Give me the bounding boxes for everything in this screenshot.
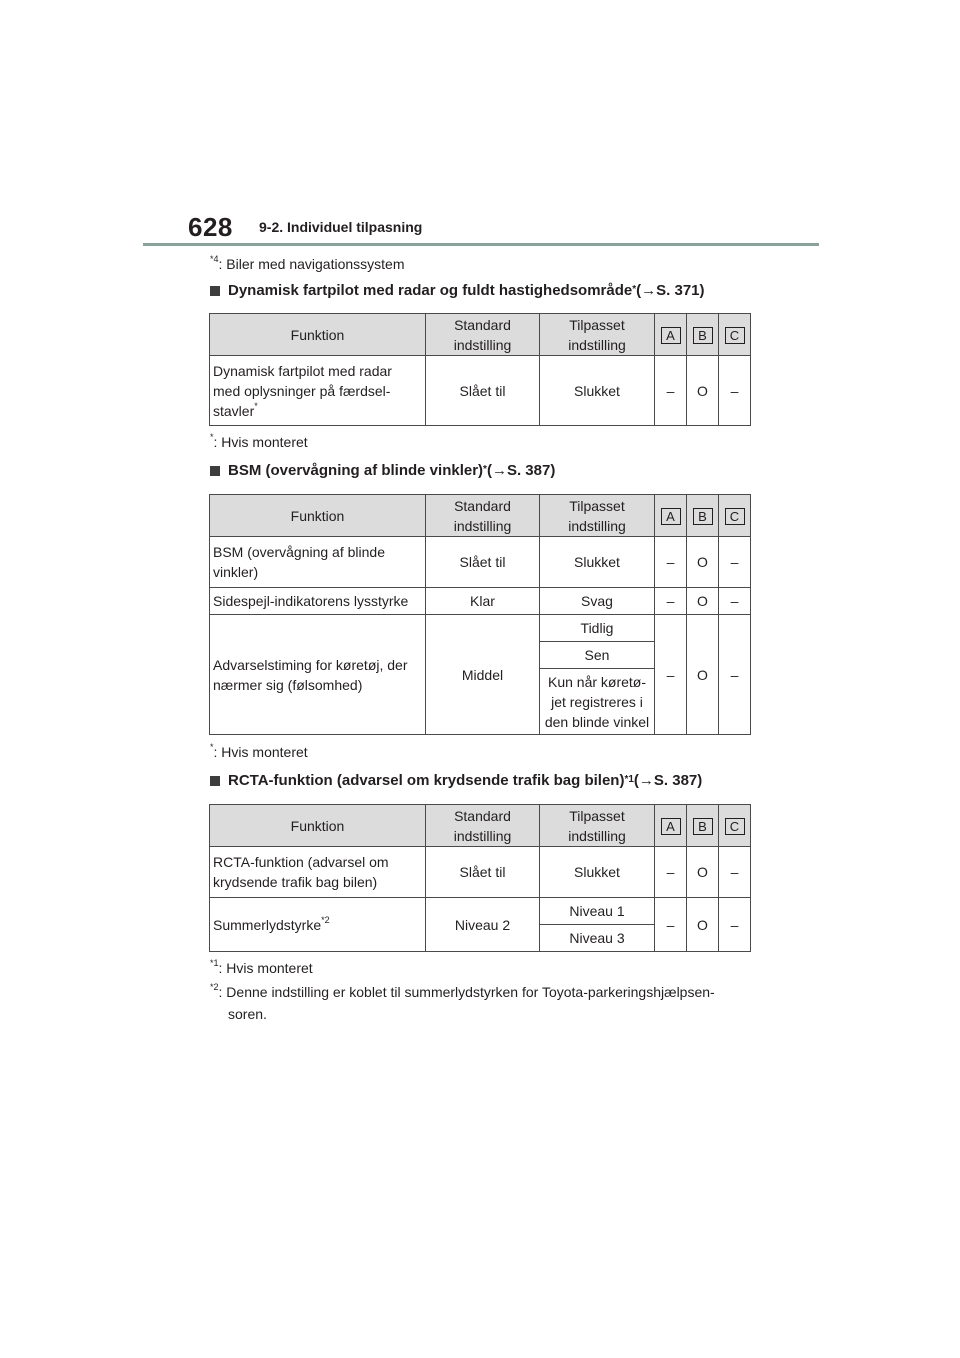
table-row: [210, 615, 751, 642]
col-header-c: [719, 805, 751, 847]
letter-b-box: B: [693, 508, 713, 525]
footnote-text: : Denne indstilling er koblet til summerlydstyrken for Toyota-parkeringshjælpsen-: [218, 984, 715, 1000]
cell-funktion: Advarselstiming for køretøj, der nærmer sig (følsomhed): [210, 615, 426, 735]
section3-footnote-1: [210, 957, 313, 979]
cell-tilpasset: Slukket: [540, 847, 655, 898]
table-row: [210, 537, 751, 588]
letter-c-box: C: [725, 818, 745, 835]
col-header-funktion: Funktion: [210, 314, 426, 356]
cell-funktion: BSM (overvågning af blinde vinkler): [210, 537, 426, 588]
square-bullet-icon: [210, 466, 220, 476]
section2-footnote: [210, 741, 308, 763]
section3-footnote-2: [210, 981, 715, 1025]
section1-title: Dynamisk fartpilot med radar og fuldt hastighedsområde: [228, 282, 633, 299]
footnote-text-continued: soren.: [228, 1006, 267, 1022]
cell-funktion: [210, 356, 426, 426]
section2-heading: BSM (overvågning af blinde vinkler) * (→S. 387): [210, 462, 555, 479]
footnote-text: : Biler med navigationssystem: [218, 256, 405, 272]
cell-tilpasset-option: Tidlig: [540, 615, 655, 642]
section3-heading: RCTA-funktion (advarsel om krydsende trafik bag bilen) $^{*1}$ (→S. 387): [210, 772, 702, 789]
cell-standard: Slået til: [426, 537, 540, 588]
page-number: 628: [188, 212, 233, 242]
cell-tilpasset: Slukket: [540, 537, 655, 588]
col-header-tilpasset: Tilpasset indstilling: [540, 805, 655, 847]
footnote-marker: *: [210, 742, 214, 753]
col-header-a: [655, 314, 687, 356]
cell-standard: Slået til: [426, 847, 540, 898]
section3-ref: (→S. 387): [633, 772, 703, 789]
section1-ref: (→S. 371): [636, 282, 705, 299]
square-bullet-icon: [210, 286, 220, 296]
cell-c: –: [719, 537, 751, 588]
cell-a: –: [655, 615, 687, 735]
col-header-standard: Standard indstilling: [426, 805, 540, 847]
footnote-marker: *4: [210, 254, 219, 265]
cell-standard: Middel: [426, 615, 540, 735]
cell-b: O: [687, 615, 719, 735]
section2-table: [209, 494, 751, 735]
footnote-marker: *2: [321, 914, 330, 925]
col-header-funktion: Funktion: [210, 805, 426, 847]
cell-tilpasset-option: Kun når køretø-jet registreres i den blinde vinkel: [540, 669, 655, 735]
cell-tilpasset-option: Niveau 1: [540, 898, 655, 925]
col-header-b: [687, 805, 719, 847]
table-row: [210, 898, 751, 925]
footnote-marker: *1: [210, 958, 219, 969]
letter-c-box: C: [725, 508, 745, 525]
section1-heading: Dynamisk fartpilot med radar og fuldt hastighedsområde * (→S. 371): [210, 282, 705, 299]
col-header-tilpasset: Tilpasset indstilling: [540, 495, 655, 537]
top-footnote: [210, 253, 404, 275]
cell-a: –: [655, 537, 687, 588]
letter-a-box: A: [661, 818, 681, 835]
cell-funktion: RCTA-funktion (advarsel om krydsende trafik bag bilen): [210, 847, 426, 898]
col-header-a: [655, 495, 687, 537]
section-title: 9-2. Individuel tilpasning: [259, 219, 423, 235]
cell-b: O: [687, 847, 719, 898]
cell-a: –: [655, 898, 687, 952]
section3-title: RCTA-funktion (advarsel om krydsende trafik bag bilen): [228, 772, 625, 789]
letter-c-box: C: [725, 327, 745, 344]
col-header-standard: Standard indstilling: [426, 495, 540, 537]
header-divider: [143, 243, 819, 246]
cell-a: –: [655, 356, 687, 426]
col-header-b: [687, 314, 719, 356]
cell-b: O: [687, 588, 719, 615]
table-header-row: [210, 805, 751, 847]
cell-standard: Slået til: [426, 356, 540, 426]
cell-c: –: [719, 847, 751, 898]
square-bullet-icon: [210, 776, 220, 786]
section3-table: [209, 804, 751, 952]
section1-footnote: [210, 431, 308, 453]
cell-funktion: [210, 898, 426, 952]
cell-funktion: Sidespejl-indikatorens lysstyrke: [210, 588, 426, 615]
col-header-tilpasset: Tilpasset indstilling: [540, 314, 655, 356]
letter-a-box: A: [661, 508, 681, 525]
cell-b: O: [687, 898, 719, 952]
footnote-text: : Hvis monteret: [213, 744, 308, 760]
cell-b: O: [687, 356, 719, 426]
table-row: [210, 847, 751, 898]
cell-tilpasset: Svag: [540, 588, 655, 615]
cell-funktion-text: Dynamisk fartpilot med radar med oplysninger på færdsel-stavler: [213, 362, 392, 419]
cell-tilpasset-option: Sen: [540, 642, 655, 669]
cell-c: –: [719, 615, 751, 735]
cell-a: –: [655, 588, 687, 615]
section1-table: [209, 313, 751, 426]
cell-standard: Klar: [426, 588, 540, 615]
table-row: [210, 588, 751, 615]
footnote-text: : Hvis monteret: [213, 434, 308, 450]
footnote-text: : Hvis monteret: [218, 960, 313, 976]
col-header-a: [655, 805, 687, 847]
col-header-c: [719, 314, 751, 356]
section2-title: BSM (overvågning af blinde vinkler): [228, 462, 484, 479]
table-header-row: [210, 495, 751, 537]
cell-tilpasset-option: Niveau 3: [540, 925, 655, 952]
letter-b-box: B: [693, 818, 713, 835]
table-header-row: [210, 314, 751, 356]
cell-standard: Niveau 2: [426, 898, 540, 952]
col-header-funktion: Funktion: [210, 495, 426, 537]
letter-b-box: B: [693, 327, 713, 344]
cell-b: O: [687, 537, 719, 588]
cell-c: –: [719, 898, 751, 952]
letter-a-box: A: [661, 327, 681, 344]
footnote-marker: *: [210, 432, 214, 443]
cell-a: –: [655, 847, 687, 898]
cell-c: –: [719, 356, 751, 426]
footnote-marker: *: [254, 400, 258, 411]
table-row: [210, 356, 751, 426]
footnote-marker: *2: [210, 982, 219, 993]
cell-funktion-text: Summerlydstyrke: [213, 916, 322, 933]
section2-ref: (→S. 387): [486, 462, 556, 479]
col-header-standard: Standard indstilling: [426, 314, 540, 356]
cell-c: –: [719, 588, 751, 615]
cell-tilpasset: Slukket: [540, 356, 655, 426]
col-header-b: [687, 495, 719, 537]
col-header-c: [719, 495, 751, 537]
